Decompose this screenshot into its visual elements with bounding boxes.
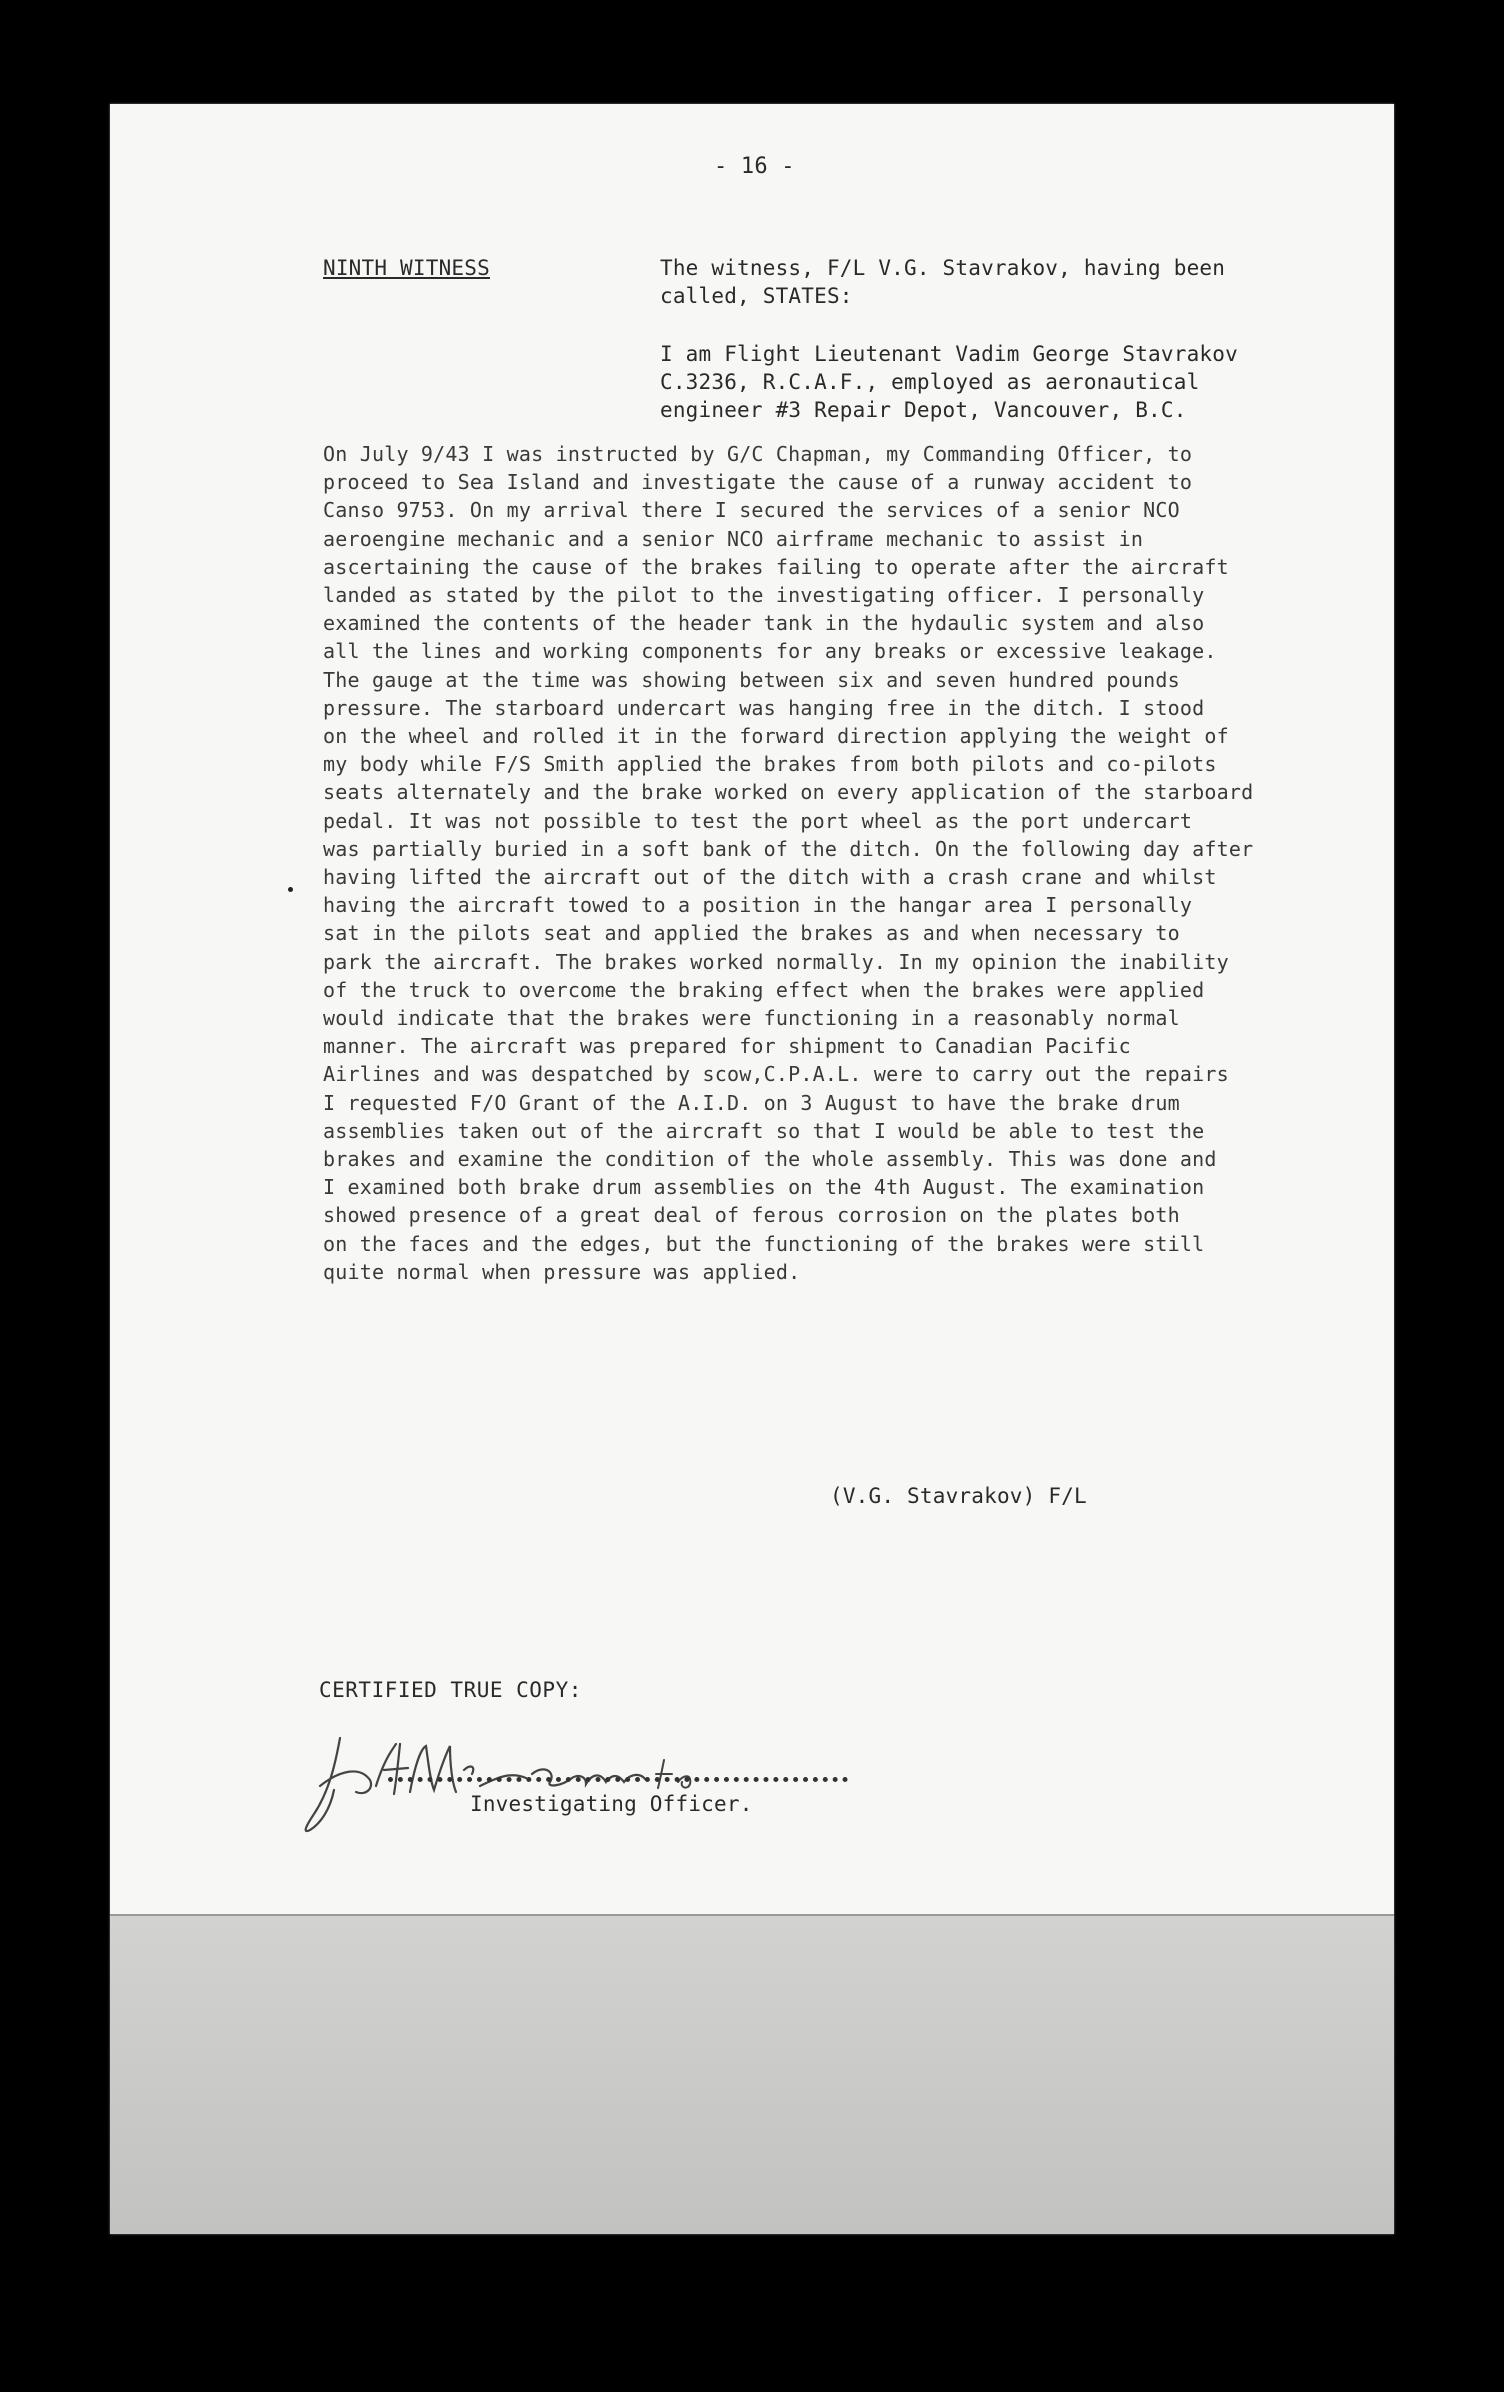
page-bottom-shading	[110, 1914, 1394, 2234]
certified-true-copy-label: CERTIFIED TRUE COPY:	[319, 1678, 582, 1702]
witness-identity: I am Flight Lieutenant Vadim George Stavrakov C.3236, R.C.A.F., employed as aeronautical engineer #3 Repair Depot, Vancouver, B.C.	[660, 342, 1238, 422]
signature-dotted-rule	[388, 1777, 848, 1782]
witness-intro: The witness, F/L V.G. Stavrakov, having been called, STATES:	[660, 256, 1226, 308]
document-page	[110, 104, 1394, 2234]
page-number: - 16 -	[714, 154, 795, 179]
investigating-officer-title: Investigating Officer.	[470, 1792, 753, 1816]
officer-signature-block	[300, 1730, 820, 1840]
stray-ink-mark	[288, 887, 293, 892]
witness-heading: NINTH WITNESS	[323, 256, 490, 280]
witness-statement: On July 9/43 I was instructed by G/C Chapman, my Commanding Officer, to proceed to Sea Island and investigate the cause of a runway accident to Canso 9753. On my arrival there I secured the services of a senior NCO aeroengine mechanic and a senior NCO airframe mechanic to assist in ascertaining the cause of the brakes failing to operate after the aircraft landed as stated by the pilot to the investigating officer. I personally examined the contents of the header tank in the hydaulic system and also all the lines and working components for any breaks or excessive leakage. The gauge at the time was showing between six and seven hundred pounds pressure. The starboard undercart was hanging free in the ditch. I stood on the wheel and rolled it in the forward direction applying the weight of my body while F/S Smith applied the brakes from both pilots and co-pilots seats alternately and the brake worked on every application of the starboard pedal. It was not possible to test the port wheel as the port undercart was partially buried in a soft bank of the ditch. On the following day after having lifted the aircraft out of the ditch with a crash crane and whilst having the aircraft towed to a position in the hangar area I personally sat in the pilots seat and applied the brakes as and when necessary to park the aircraft. The brakes worked normally. In my opinion the inability of the truck to overcome the braking effect when the brakes were applied would indicate that the brakes were functioning in a reasonably normal manner. The aircraft was prepared for shipment to Canadian Pacific Airlines and was despatched by scow,C.P.A.L. were to carry out the repairs I requested F/O Grant of the A.I.D. on 3 August to have the brake drum assemblies taken out of the aircraft so that I would be able to test the brakes and examine the condition of the whole assembly. This was done and I examined both brake drum assemblies on the 4th August. The examination showed presence of a great deal of ferous corrosion on the plates both on the faces and the edges, but the functioning of the brakes were still quite normal when pressure was applied.	[323, 442, 1254, 1284]
punch-hole	[83, 58, 119, 94]
witness-signature-line: (V.G. Stavrakov) F/L	[830, 1484, 1087, 1508]
handwritten-signature	[300, 1730, 820, 1840]
